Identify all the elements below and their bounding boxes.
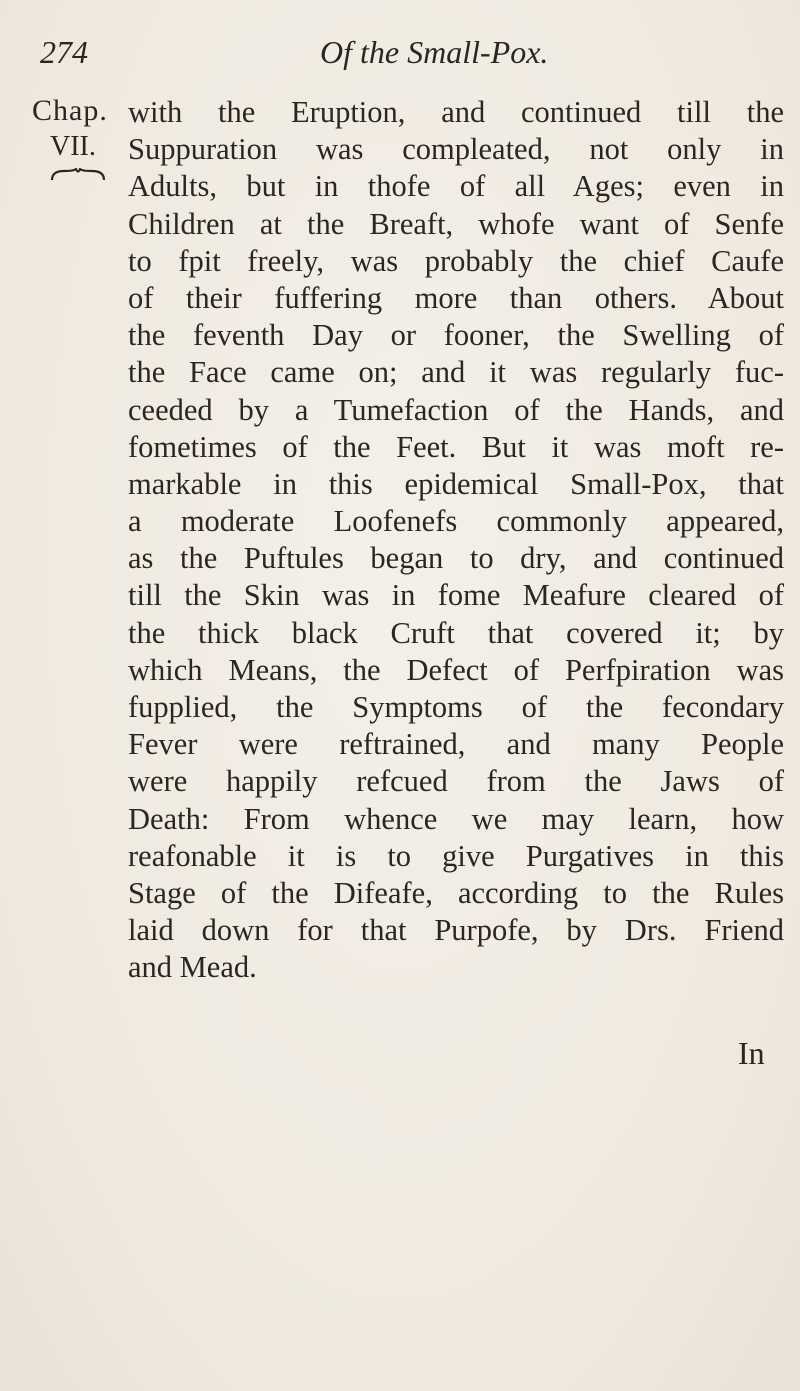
text-line-last: and Mead. [128,950,257,985]
text-line: the thick black Cruft that covered it; by [128,615,784,650]
text-line: the feventh Day or fooner, the Swelling of [128,318,784,353]
page-header [38,34,738,84]
text-line: ceeded by a Tumefaction of the Hands, and [128,392,784,427]
text-line: till the Skin was in fome Meafure cleared of [128,578,784,613]
text-line: laid down for that Purpofe, by Drs. Friend [128,913,784,948]
text-line: reafonable it is to give Purgatives in this [128,838,784,873]
text-line: fupplied, the Symptoms of the fecondary [128,690,784,724]
chapter-label: Chap. [32,94,108,127]
catchword: In [738,1035,765,1071]
text-line: were happily refcued from the Jaws of [128,764,784,799]
text-line: fometimes of the Feet. But it was moft re- [128,429,784,464]
text-line: with the Eruption, and continued till the [128,95,784,129]
text-line: of their fuffering more than others. About [128,280,784,315]
text-line: the Face came on; and it was regularly fuc- [128,355,784,390]
text-line: Suppuration was compleated, not only in [128,132,784,167]
chapter-number: VII. [50,131,96,162]
page-number: 274 [40,34,88,70]
text-line: a moderate Loofenefs commonly appeared, [128,504,784,539]
text-line: Fever were reftrained, and many People [128,727,784,762]
body-text [128,94,788,987]
text-line: to fpit freely, was probably the chief Caufe [128,243,784,278]
running-head: Of the Small-Pox. [320,34,549,70]
text-line: Adults, but in thofe of all Ages; even in [128,169,784,204]
text-line: which Means, the Defect of Perfpiration was [128,652,784,687]
text-line: Children at the Breaft, whofe want of Senfe [128,206,784,241]
text-line: as the Puftules began to dry, and continued [128,541,784,576]
chapter-brace-ornament [50,168,106,182]
text-line: Death: From whence we may learn, how [128,801,784,836]
text-line: markable in this epidemical Small-Pox, that [128,466,784,501]
text-line: Stage of the Difeafe, according to the Rules [128,875,784,910]
